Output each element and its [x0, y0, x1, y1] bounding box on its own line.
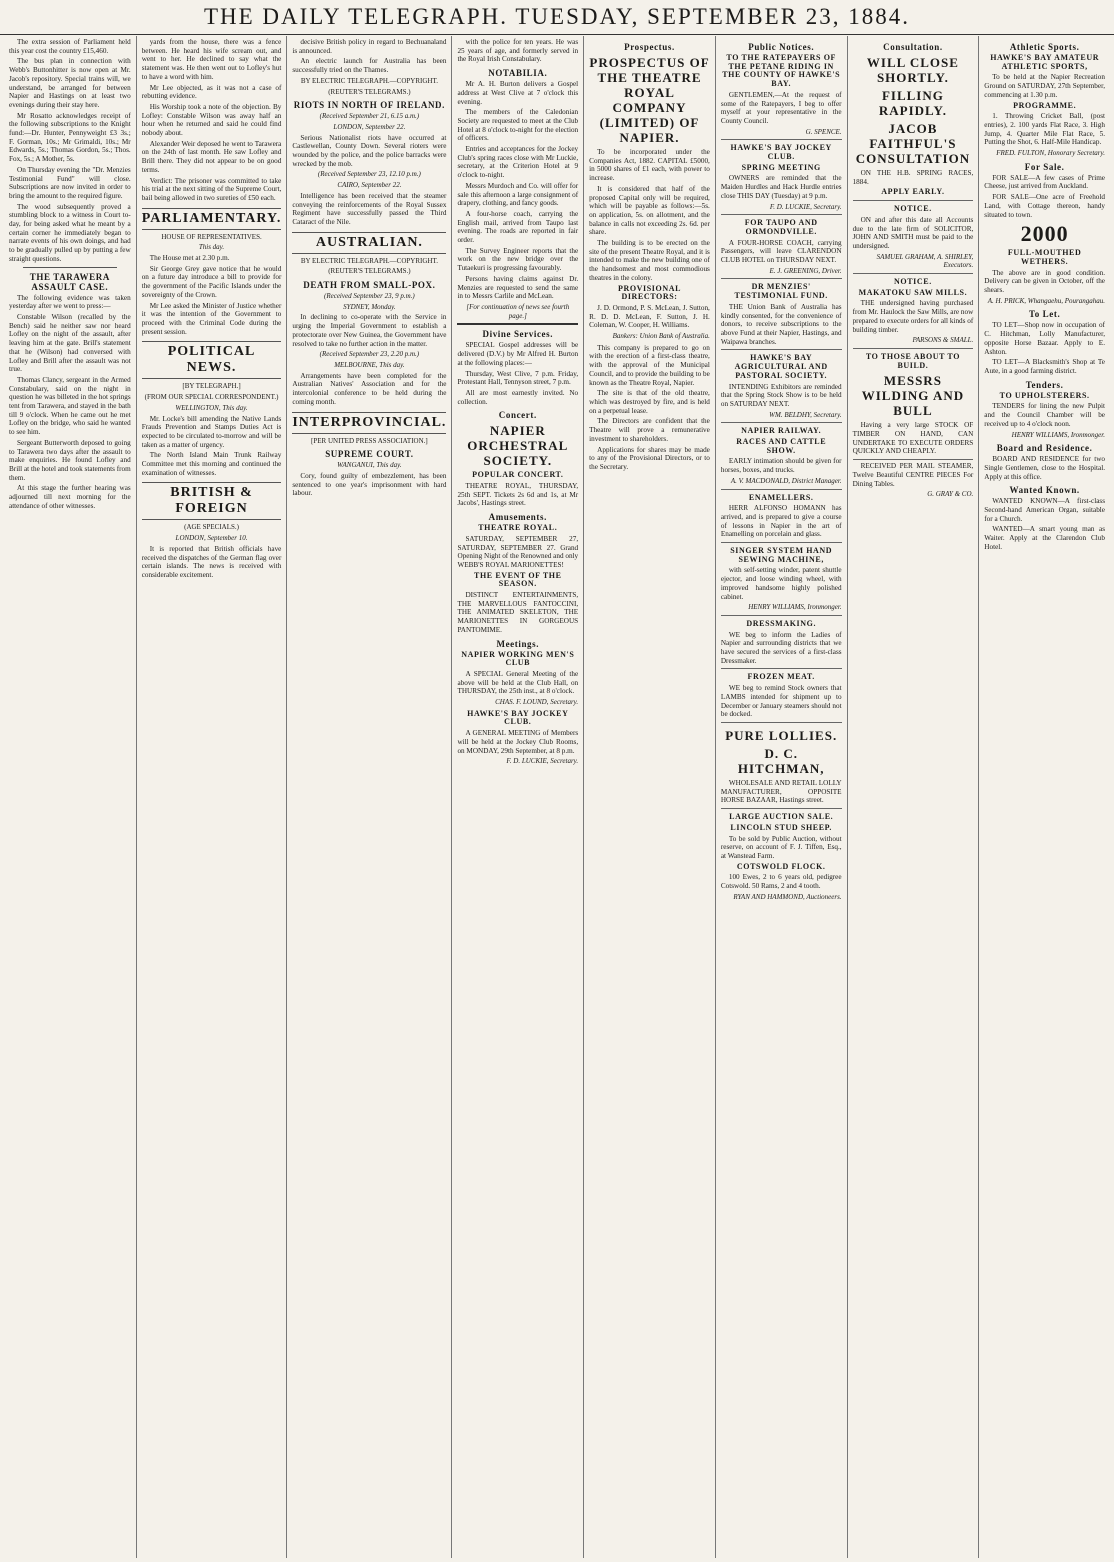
ad-paragraph: EARLY intimation should be given for horses, boxes, and trucks. [720, 457, 842, 475]
signature: WM. BELDHY, Secretary. [769, 410, 842, 419]
section-heading-board: Board and Residence. [996, 443, 1093, 454]
news-paragraph: Persons having claims against Dr. Menzies are requested to send the same in to Messrs Carlile and McLean. [457, 274, 579, 301]
divider [457, 323, 578, 325]
signature: Bankers: Union Bank of Australia. [612, 332, 710, 341]
ad-title: PURE LOLLIES. [725, 728, 838, 743]
dateline: CAIRO, September 22. [337, 181, 402, 190]
ad-paragraph: The site is that of the old theatre, which was destroyed by fire, and is held on a perpetual lease. [589, 389, 710, 415]
signature: SAMUEL GRAHAM, A. SHIRLEY, Executors. [876, 252, 974, 270]
ad-subtitle: LINCOLN STUD SHEEP. [730, 822, 832, 832]
divider [23, 267, 117, 268]
ad-box [721, 615, 842, 666]
ad-paragraph: FOR SALE—One acre of Freehold Land, with Cottage thereon, handy situated to town. [984, 193, 1105, 219]
ad-subtitle: FULL-MOUTHED WETHERS. [1007, 248, 1082, 266]
ad-subtitle: COTSWOLD FLOCK. [736, 861, 826, 871]
ad-paragraph: To be sold by Public Auction, without reserve, on account of F. J. Tiffen, Esq., at Wanstead Farm. [720, 834, 842, 860]
ad-paragraph: WHOLESALE AND RETAIL LOLLY MANUFACTURER, OPPOSITE HORSE BAZAAR, Hastings street. [720, 779, 842, 805]
subheading: [PER UNITED PRESS ASSOCIATION.] [311, 436, 428, 445]
dateline: MELBOURNE, This day. [334, 360, 405, 369]
ad-paragraph: WANTED KNOWN—A first-class Second-hand American Organ, suitable for a Church. [984, 497, 1105, 523]
dateline: (Received September 23, 9 p.m.) [324, 292, 415, 301]
section-heading-consultation: Consultation. [883, 42, 943, 52]
section-heading-wanted: Wanted Known. [1009, 485, 1080, 496]
news-paragraph: At this stage the further hearing was adjourned till next morning for the attendance of other witnesses. [9, 484, 131, 510]
ad-subtitle: MESSRS WILDING AND BULL [861, 373, 965, 419]
news-paragraph: Messrs Murdoch and Co. will offer for sale this afternoon a large consignment of drapery, clothing, and fancy goods. [457, 181, 579, 208]
ad-box [853, 348, 974, 456]
ad-subtitle: MAKATOKU SAW MILLS. [858, 287, 968, 297]
ad-paragraph: THE Union Bank of Australia has kindly consented, for the convenience of donors, to receive subscriptions to the above Fund at their Napier, Hastings, and Waipawa branches. [720, 302, 842, 346]
ad-paragraph: INTENDING Exhibitors are reminded that the Spring Stock Show is to be held on SATURDAY NEXT. [720, 382, 842, 408]
news-paragraph: The members of the Caledonian Society are requested to meet at the Club Hotel at 8 o'clock to-night for the election of officers. [457, 108, 579, 143]
news-paragraph: An electric launch for Australia has been successfully tried on the Thames. [292, 57, 447, 75]
section-heading-tenders: Tenders. [1025, 379, 1064, 390]
ad-paragraph: A SPECIAL General Meeting of the above will be held at the Club Hall, on THURSDAY, the 25th inst., at 8 o'clock. [457, 669, 579, 696]
column-8 [978, 36, 1110, 1558]
news-paragraph: On Thursday evening the "Dr. Menzies Testimonial Fund" will close. Subscriptions are now invited in order to bring the amount to the required figure. [9, 165, 131, 200]
news-paragraph: A four-horse coach, carrying the English mail, arrived from Taupo last evening. The roads are reported in fair order. [457, 209, 579, 245]
news-paragraph: Verdict: The prisoner was committed to take his trial at the next sitting of the Supreme Court, bail being allowed in two sureties of £50 each. [141, 176, 282, 202]
news-paragraph: decisive British policy in regard to Bechuanaland is announced. [292, 38, 447, 55]
ad-paragraph: A GENERAL MEETING of Members will be held at the Jockey Club Rooms, on MONDAY, 29th September, at 8 p.m. [457, 729, 579, 755]
ad-box [721, 489, 842, 540]
ad-title: NOTICE. [894, 277, 932, 287]
ad-box [721, 542, 842, 612]
section-heading: DEATH FROM SMALL-POX. [303, 280, 436, 291]
dateline: WANGANUI, This day. [337, 461, 402, 470]
ad-paragraph: TO LET—A Blacksmith's Shop at Te Aute, in a good farming district. [984, 358, 1105, 375]
ad-title: HAWKE'S BAY AMATEUR ATHLETIC SPORTS, [990, 53, 1100, 71]
signature: HENRY WILLIAMS, Ironmonger. [1011, 430, 1105, 439]
section-heading-interprovincial: INTERPROVINCIAL. [292, 412, 446, 434]
news-paragraph: It is reported that British officials have received the dispatches of the German flag over certain islands. The news is received with considerable excitement. [141, 544, 282, 579]
news-paragraph: Mr. Locke's bill amending the Native Lands Frauds Prevention and Stamps Duties Act is expected to be circulated to-morrow and will be taken as a matter of urgency. [141, 414, 282, 449]
ad-title: DRESSMAKING. [746, 618, 817, 628]
news-paragraph: Sergeant Butterworth deposed to going to Tarawera two days after the assault to make enquiries. He found Lofley and Brill at the hotel and took statements from them. [9, 438, 131, 482]
ad-paragraph: 1. Throwing Cricket Ball, (post entries), 2. 100 yards Flat Race, 3. High Jump, 4. Quarter Mile Flat Race, 5. Putting the Shot, 6. Half-Mile Handicap. [984, 112, 1105, 147]
ad-subtitle: SPRING MEETING [741, 162, 821, 172]
ad-paragraph: TO LET—Shop now in occupation of C. Hitchman, Lolly Manufacturer, opposite Horse Bazaar. Apply to E. Ashton. [984, 321, 1105, 356]
column-2 [136, 36, 287, 1558]
news-paragraph: His Worship took a note of the objection. By Lofley: Constable Wilson was away half an hour when he returned and said he could find nobody about. [141, 102, 282, 138]
section-heading-parliamentary: PARLIAMENTARY. [142, 208, 282, 230]
subheading: BY ELECTRIC TELEGRAPH.—COPYRIGHT. [300, 76, 438, 85]
signature: F. D. LUCKIE, Secretary. [769, 202, 842, 211]
news-paragraph: Mr A. H. Burton delivers a Gospel address at West Clive at 7 o'clock this evening. [457, 80, 579, 106]
section-heading: RIOTS IN NORTH OF IRELAND. [293, 100, 446, 111]
subheading: (REUTER'S TELEGRAMS.) [328, 267, 411, 276]
ad-paragraph: J. D. Ormond, P. S. McLean, J. Sutton, R. D. D. McLean, F. Sutton, J. H. Coleman, W. Cooper, H. Williams. [589, 303, 710, 330]
ad-paragraph: WE beg to inform the Ladies of Napier and surrounding districts that we have secured the services of a first-class Dressmaker. [720, 630, 842, 665]
ad-title: LARGE AUCTION SALE. [729, 812, 834, 822]
ad-paragraph: SPECIAL Gospel addresses will be delivered (D.V.) by Mr Alfred H. Burton at the following places:— [457, 341, 579, 367]
ad-paragraph: The building is to be erected on the site of the present Theatre Royal, and it is intended to make the new building one of the handsomest and most commodious theatres in the colony. [589, 239, 710, 282]
ad-title: WILL CLOSE SHORTLY. [866, 55, 959, 85]
ad-paragraph: Thursday, West Clive, 7 p.m. Friday, Protestant Hall, Tennyson street, 7 p.m. [457, 369, 579, 387]
ad-box [721, 278, 842, 346]
ad-box [721, 139, 842, 211]
ad-title: THEATRE ROYAL. [478, 523, 558, 533]
ad-box [853, 459, 974, 499]
ad-paragraph: RECEIVED PER MAIL STEAMER, Twelve Beautiful CENTRE PIECES For Dining Tables. [852, 462, 974, 488]
section-heading-divine: Divine Services. [482, 329, 554, 340]
ad-subtitle: APPLY EARLY. [881, 187, 945, 197]
news-paragraph: Mr Lee objected, as it was not a case of rebutting evidence. [141, 83, 282, 101]
ad-paragraph: with self-setting winder, patent shuttle ejector, and loose winding wheel, with improved handsome highly polished cabinet. [720, 566, 842, 601]
subheading: BY ELECTRIC TELEGRAPH.—COPYRIGHT. [300, 256, 438, 265]
ad-title: NAPIER WORKING MEN'S CLUB [461, 649, 575, 668]
news-paragraph: with the police for ten years. He was 25 years of age, and formerly served in the Royal Irish Constabulary. [457, 38, 579, 64]
news-paragraph: The North Island Main Trunk Railway Committee met this morning and continued the examination of witnesses. [141, 451, 282, 477]
ad-paragraph: WANTED—A smart young man as Waiter. Apply at the Clarendon Club Hotel. [984, 525, 1105, 551]
ad-paragraph: It is considered that half of the proposed Capital only will be required, which will be payable as follows:—5s. on application, 5s. on allotment, and the balance in calls not exceeding 2s. 6d. per share. [589, 184, 710, 237]
ad-title: FOR TAUPO AND ORMONDVILLE. [744, 218, 818, 236]
ad-title: NOTICE. [894, 204, 932, 214]
dateline: (Received September 23, 12.10 p.m.) [317, 170, 421, 179]
column-3 [286, 36, 451, 1558]
ad-title: TO THE RATEPAYERS OF THE PETANE RIDING IN THE COUNTY OF HAWKE'S BAY. [722, 53, 841, 89]
section-heading-prospectus: Prospectus. [624, 42, 675, 52]
news-paragraph: Entries and acceptances for the Jockey Club's spring races close with Mr Luckie, secretary, at the Criterion Hotel at 9 o'clock to-night. [457, 145, 579, 180]
ad-paragraph: ON and after this date all Accounts due to the late firm of SOLICITOR, JOHN AND SMITH must be paid to the undersigned. [852, 215, 974, 250]
news-paragraph: Cory, found guilty of embezzlement, has been sentenced to one year's imprisonment with hard labour. [292, 471, 447, 498]
news-paragraph: Alexander Weir deposed he went to Tarawera on the 24th of last month. He saw Lofley and Brill there. They did not appear to be on good terms. [141, 139, 282, 174]
news-paragraph: The Survey Engineer reports that the work on the new bridge over the Tutaekuri is progressing favourably. [457, 246, 579, 273]
signature: E. J. GREENING, Driver. [769, 266, 842, 275]
subheading: [BY TELEGRAPH.] [182, 382, 241, 391]
section-heading-athletic: Athletic Sports. [1009, 42, 1080, 52]
ad-title: HAWKE'S BAY AGRICULTURAL AND PASTORAL SOCIETY. [734, 353, 828, 380]
ad-paragraph: This company is prepared to go on with the erection of a first-class theatre, with the approval of the Municipal Council, and to provide the building to be known as the Theatre Royal, Napier. [589, 343, 710, 387]
signature: CHAS. F. LOUND, Secretary. [495, 698, 579, 707]
subheading: HOUSE OF REPRESENTATIVES. [161, 232, 262, 241]
ad-box [721, 214, 842, 275]
ad-title: JACOB FAITHFUL'S CONSULTATION [855, 121, 971, 166]
ad-title: DR MENZIES' TESTIMONIAL FUND. [734, 282, 828, 301]
signature: G. GRAY & CO. [927, 490, 974, 499]
ad-title: SINGER SYSTEM HAND SEWING MACHINE, [730, 546, 833, 564]
dateline: SYDNEY, Monday. [343, 302, 396, 311]
news-paragraph: yards from the house, there was a fence between. He heard his wife scream out, and went to her. He declined to say what the statement was. He then went out to Lofley's hut to have a word with him. [141, 38, 282, 81]
column-1 [4, 36, 136, 1558]
ad-number: 2000 [1020, 221, 1069, 247]
section-heading: THE TARAWERA ASSAULT CASE. [29, 271, 110, 292]
column-7 [847, 36, 979, 1558]
section-heading-public-notices: Public Notices. [748, 42, 815, 52]
section-heading-for-sale: For Sale. [1024, 161, 1065, 172]
ad-subtitle: D. C. HITCHMAN, [737, 746, 825, 776]
ad-paragraph: GENTLEMEN,—At the request of some of the Ratepayers, I beg to offer myself at your representative in the County Council. [720, 90, 842, 125]
ad-title: FILLING RAPIDLY. [878, 88, 947, 118]
signature: FRED. FULTON, Honorary Secretary. [996, 149, 1105, 158]
ad-box [853, 273, 974, 345]
ad-box [721, 808, 842, 901]
signature: G. SPENCE. [805, 127, 842, 136]
ad-title: HAWKE'S BAY JOCKEY CLUB. [730, 143, 832, 162]
section-heading-british: BRITISH & FOREIGN [142, 482, 282, 520]
ad-title: TO THOSE ABOUT TO BUILD. [865, 351, 961, 370]
news-paragraph: Sir George Grey gave notice that he would on a future day introduce a bill to provide for the government of the Pacific Islands under the sovereignty of the Crown. [141, 264, 282, 299]
ad-paragraph: TENDERS for lining the new Pulpit and the Council Chamber will be received up to 4 o'clock noon. [984, 402, 1105, 428]
masthead: THE DAILY TELEGRAPH. TUESDAY, SEPTEMBER 23, 1884. [0, 0, 1114, 35]
continuation-note: [For continuation of news see fourth page.] [466, 302, 570, 320]
news-paragraph: Mr Lee asked the Minister of Justice whether it was the intention of the Government to proceed with the Criminal Code during the present session. [141, 301, 282, 336]
news-paragraph: Serious Nationalist riots have occurred at Castlewellan, County Down. Several rioters were wounded by the police, and the police barracks were wrecked by the mob. [292, 133, 447, 168]
ad-paragraph: To be held at the Napier Recreation Ground on SATURDAY, 27th September, commencing at 1.30 p.m. [984, 73, 1105, 99]
dateline: LONDON, September 10. [175, 534, 248, 543]
signature: HENRY WILLIAMS, Ironmonger. [748, 603, 842, 612]
ad-paragraph: A FOUR-HORSE COACH, carrying Passengers, will leave CLARENDON CLUB HOTEL on THURSDAY NEXT. [720, 238, 842, 265]
ad-paragraph: FOR SALE—A few cases of Prime Cheese, just arrived from Auckland. [984, 173, 1105, 191]
dateline: This day. [198, 243, 225, 252]
column-4 [451, 36, 583, 1558]
news-paragraph: The bus plan in connection with Webb's Buttonhitter is now open at Mr. Jacob's repository. Special trains will, we understand, be arranged for between Napier and Hastings on at least two evenings during their stay here. [9, 57, 131, 109]
ad-paragraph: All are most earnestly invited. No collection. [457, 388, 579, 406]
subheading: (FROM OUR SPECIAL CORRESPONDENT.) [144, 393, 279, 402]
ad-paragraph: SATURDAY, SEPTEMBER 27, SATURDAY, SEPTEMBER 27. Grand Opening Night of the Renowned and only WEBB'S ROYAL MARIONETTES! [457, 534, 579, 569]
subheading: (REUTER'S TELEGRAMS.) [328, 87, 411, 96]
columns [4, 36, 1110, 1558]
ad-title: NAPIER ORCHESTRAL SOCIETY. [467, 423, 569, 469]
dateline: WELLINGTON, This day. [175, 403, 248, 412]
ad-subtitle: THE EVENT OF THE SEASON. [474, 570, 562, 589]
ad-paragraph: Having a very large STOCK OF TIMBER ON HAND, CAN UNDERTAKE TO EXECUTE ORDERS QUICKLY AND CHEAPLY. [852, 421, 974, 456]
news-paragraph: The extra session of Parliament held this year cost the country £15,460. [9, 38, 131, 55]
ad-paragraph: HERR ALFONSO HOMANN has arrived, and is prepared to give a course of lessons in Napier in the art of Enamelling on porcelain and glass. [720, 504, 842, 539]
ad-subtitle: RACES AND CATTLE SHOW. [736, 437, 827, 455]
column-6 [715, 36, 847, 1558]
ad-title: PROSPECTUS OF THE THEATRE ROYAL COMPANY (LIMITED) OF NAPIER. [589, 55, 710, 145]
ad-box [853, 200, 974, 270]
ad-subtitle: POPULAR CONCERT. [472, 470, 564, 480]
signature: F. D. LUCKIE, Secretary. [506, 757, 579, 766]
news-paragraph: Arrangements have been completed for the Australian Natives' Association and for the intercolonial conference to be held during the coming month. [292, 371, 447, 406]
ad-subtitle: PROVISIONAL DIRECTORS: [617, 283, 682, 302]
ad-box [721, 668, 842, 719]
ad-paragraph: DISTINCT ENTERTAINMENTS, THE MARVELLOUS FANTOCCINI, THE ANIMATED SKELETON, THE MARIONETTES IN GORGEOUS PANTOMIME. [457, 591, 579, 634]
ad-box [721, 722, 842, 805]
dateline: (Received September 21, 6.15 a.m.) [319, 112, 420, 121]
dateline: (Received September 23, 2.20 p.m.) [319, 350, 420, 359]
ad-paragraph: THE undersigned having purchased from Mr. Haulock the Saw Mills, are now prepared to execute orders for all kinds of building timber. [852, 299, 974, 334]
subheading: (AGE SPECIALS.) [184, 523, 239, 532]
section-heading-meetings: Meetings. [496, 638, 540, 649]
ad-box [721, 422, 842, 485]
ad-paragraph: Applications for shares may be made to any of the Provisional Directors, or to the Secretary. [589, 445, 710, 471]
column-5 [583, 36, 715, 1558]
ad-title: HAWKE'S BAY JOCKEY CLUB. [467, 708, 569, 727]
ad-title: ENAMELLERS. [748, 492, 814, 502]
news-paragraph: Mr Rosatto acknowledges receipt of the following subscriptions to the Knight fund:—Dr. Hunter, Pennyweight £3 3s.; F. Gorman, 10s.; Mr Grimaldi, 10s.; Mr Edwards, 5s.; Thomas Gordon, 5s.; Thos. Fox, 5s.; A Mother, 5s. [9, 111, 131, 164]
signature: A. H. PRICK, Whangaehu, Pourangahau. [987, 296, 1105, 305]
ad-paragraph: 100 Ewes, 2 to 6 years old, pedigree Cotswold. 50 Rams, 2 and 4 tooth. [720, 873, 842, 891]
signature: RYAN AND HAMMOND, Auctioneers. [733, 892, 842, 901]
ad-subtitle: PROGRAMME. [1013, 100, 1077, 110]
section-heading-australian: AUSTRALIAN. [292, 232, 446, 254]
section-heading-amusements: Amusements. [488, 512, 547, 523]
ad-paragraph: THEATRE ROYAL, THURSDAY, 25th SEPT. Tickets 2s 6d and 1s, at Mr Jacobs', Hastings street. [457, 482, 579, 508]
ad-paragraph: OWNERS are reminded that the Maiden Hurdles and Hack Hurdle entries close THIS DAY (Tuesday) at 9 p.m. [720, 174, 842, 200]
ad-paragraph: The Directors are confident that the Theatre will prove a remunerative investment to shareholders. [589, 417, 710, 443]
ad-paragraph: BOARD AND RESIDENCE for two Single Gentlemen, close to the Hospital. Apply at this office. [984, 455, 1105, 481]
ad-paragraph: To be incorporated under the Companies Act, 1882. CAPITAL £5000, in 5000 shares of £1 each, with power to increase. [589, 148, 710, 183]
ad-paragraph: The above are in good condition. Delivery can be given in October, off the shears. [984, 268, 1105, 295]
ad-title: FROZEN MEAT. [747, 672, 815, 682]
news-paragraph: Constable Wilson (recalled by the Bench) said he neither saw nor heard Lofley on the night of the assault, after leaving him at the gate. Brill's statement that he (Wilson) had conversed with Lofley and Brill after the assault was not true. [9, 312, 131, 374]
signature: PARSONS & SMALL. [912, 336, 974, 345]
section-heading-notabilia: NOTABILIA. [488, 68, 548, 79]
section-heading-concert: Concert. [498, 410, 537, 421]
ad-paragraph: WE beg to remind Stock owners that LAMBS intended for shipment up to December or January steamers should not be docked. [720, 684, 842, 719]
news-paragraph: The House met at 2.30 p.m. [149, 254, 230, 263]
section-heading-political: POLITICAL NEWS. [142, 341, 282, 379]
ad-title: NAPIER RAILWAY. [741, 426, 822, 436]
section-heading: SUPREME COURT. [325, 449, 414, 460]
ad-title: TO UPHOLSTERERS. [999, 390, 1090, 400]
signature: A. V. MACDONALD, District Manager. [730, 476, 842, 485]
ad-box [721, 349, 842, 419]
news-paragraph: In declining to co-operate with the Service in urging the Imperial Government to establish a protectorate over New Guinea, the Government have resolved to take no further action in the matter. [292, 313, 447, 348]
dateline: LONDON, September 22. [333, 122, 406, 131]
news-paragraph: The wood subsequently proved a stumbling block to a witness in Court to-day, for being asked what he meant by a certain corner he immediately began to narrate events of his own doings, and had to be gradually pulled up by putting a few straight questions. [9, 202, 131, 263]
news-paragraph: The following evidence was taken yesterday after we went to press:— [9, 293, 131, 311]
news-paragraph: Thomas Clancy, sergeant in the Armed Constabulary, said on the night in question he was billeted in the hot springs tent from Tarawera, and stayed in the bath till 9 o'clock. When he came out he met Lofley on the bridge, who said he wanted to see him. [9, 375, 131, 437]
ad-paragraph: ON THE H.B. SPRING RACES, 1884. [852, 169, 974, 186]
news-paragraph: Intelligence has been received that the steamer conveying the reinforcements of the Royal Sussex Regiment have successfully passed the Third Cataract of the Nile. [292, 191, 447, 226]
section-heading-to-let: To Let. [1028, 309, 1061, 320]
